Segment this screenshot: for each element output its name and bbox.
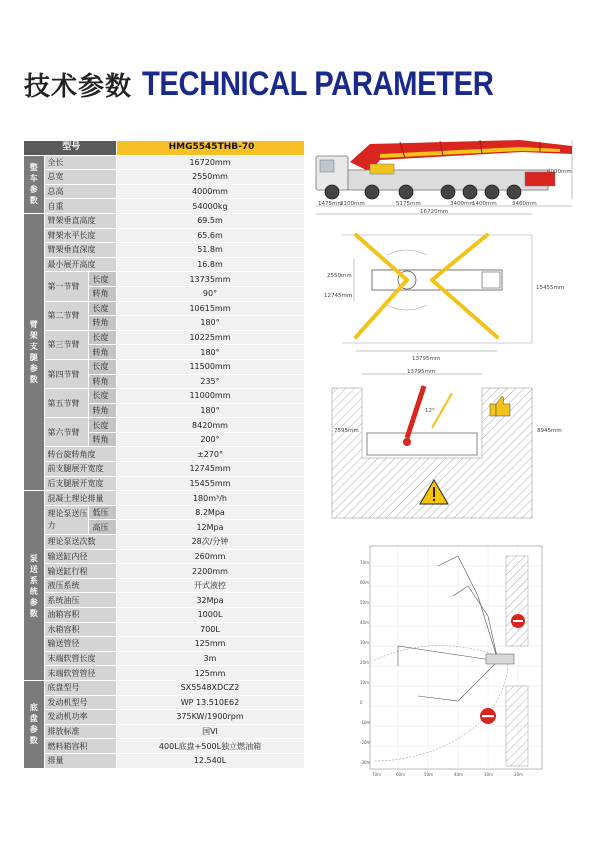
boom-section-length: 13735mm (116, 272, 304, 287)
boom-section-label: 第六节臂 (44, 418, 88, 447)
spec-row (24, 753, 304, 768)
spec-label: 后支腿展开宽度 (44, 476, 116, 491)
spec-label: 发动机功率 (44, 710, 116, 725)
spec-label: 自重 (44, 199, 116, 214)
spec-table (24, 141, 304, 769)
spec-value: 65.6m (116, 228, 304, 243)
high-pressure-value: 12Mpa (116, 520, 304, 535)
spec-row (24, 155, 304, 170)
truck-dim-2: 2100mm (340, 201, 365, 207)
outrigger-rear-width: 15455mm (536, 285, 565, 291)
spec-value: 69.5m (116, 213, 304, 228)
spec-value: 700L (116, 622, 304, 637)
spec-value: 2550mm (116, 170, 304, 185)
spec-label: 系统油压 (44, 593, 116, 608)
group-label-text: 整车参数 (29, 163, 38, 206)
low-pressure-value: 8.2Mpa (116, 505, 304, 520)
length-label: 长度 (88, 389, 116, 404)
truck-dim-5: 1400mm (472, 201, 497, 207)
spec-label: 最小展开高度 (44, 257, 116, 272)
spec-value: 54000kg (116, 199, 304, 214)
boom-section-row (24, 330, 304, 345)
spec-value: 125mm (116, 666, 304, 681)
svg-text:40m: 40m (360, 620, 369, 625)
spec-value: 2200mm (116, 564, 304, 579)
spec-value: ±270° (116, 447, 304, 462)
spec-header-row (24, 141, 304, 155)
page-title (24, 64, 551, 104)
spec-value: 260mm (116, 549, 304, 564)
spec-row (24, 651, 304, 666)
spec-label: 末端软管管径 (44, 666, 116, 681)
svg-text:40m: 40m (454, 772, 463, 777)
svg-text:-30m: -30m (360, 760, 371, 765)
boom-section-angle: 235° (116, 374, 304, 389)
spec-row (24, 491, 304, 506)
spec-value: 51.8m (116, 243, 304, 258)
length-label: 长度 (88, 330, 116, 345)
spec-row (24, 578, 304, 593)
spec-value: 400L底盘+500L独立燃油箱 (116, 739, 304, 754)
spec-row (24, 724, 304, 739)
spec-label: 底盘型号 (44, 680, 116, 695)
spec-label: 燃料箱容积 (44, 739, 116, 754)
spec-row (24, 549, 304, 564)
spec-row (24, 476, 304, 491)
boom-section-row (24, 389, 304, 404)
outrigger-truck-width: 2550mm (327, 273, 352, 279)
length-label: 长度 (88, 301, 116, 316)
boom-section-angle: 180° (116, 345, 304, 360)
spec-row (24, 564, 304, 579)
spec-value: SX5548XDCZ2 (116, 680, 304, 695)
spec-label: 混凝土理论排量 (44, 491, 116, 506)
spec-label: 输送管径 (44, 637, 116, 652)
spec-row (24, 739, 304, 754)
model-label: 型号 (24, 141, 116, 155)
spec-row (24, 608, 304, 623)
group-pump (24, 491, 44, 681)
spec-label: 液压系统 (44, 578, 116, 593)
truck-dim-3: 5175mm (396, 201, 421, 207)
svg-text:-20m: -20m (360, 740, 371, 745)
boom-section-row (24, 418, 304, 433)
spec-value: 180m³/h (116, 491, 304, 506)
boom-section-length: 11500mm (116, 359, 304, 374)
truck-dim-6: 3460mm (512, 201, 537, 207)
svg-text:60m: 60m (360, 580, 369, 585)
spec-value: 12745mm (116, 462, 304, 477)
spec-label: 发动机型号 (44, 695, 116, 710)
title-chinese: 技术参数 (24, 71, 133, 102)
spec-value: 12.540L (116, 753, 304, 768)
boom-section-label: 第四节臂 (44, 359, 88, 388)
slope-left-dim: 7595mm (334, 428, 359, 434)
svg-text:30m: 30m (484, 772, 493, 777)
svg-text:30m: 30m (360, 640, 369, 645)
length-label: 长度 (88, 359, 116, 374)
spec-row (24, 666, 304, 681)
spec-row (24, 680, 304, 695)
angle-label: 转角 (88, 432, 116, 447)
spec-value: 16720mm (116, 155, 304, 170)
spec-value: 28次/分钟 (116, 535, 304, 550)
boom-section-row (24, 301, 304, 316)
svg-text:20m: 20m (360, 660, 369, 665)
spec-value: 16.8m (116, 257, 304, 272)
spec-label: 输送缸内径 (44, 549, 116, 564)
working-range-diagram (358, 536, 558, 779)
group-boom (24, 213, 44, 490)
boom-section-length: 10615mm (116, 301, 304, 316)
spec-label: 全长 (44, 155, 116, 170)
svg-text:50m: 50m (360, 600, 369, 605)
angle-label: 转角 (88, 374, 116, 389)
truck-dim-4: 3400mm (450, 201, 475, 207)
boom-section-row (24, 359, 304, 374)
spec-label: 排量 (44, 753, 116, 768)
spec-label: 总高 (44, 184, 116, 199)
outrigger-top-view (324, 225, 572, 365)
outrigger-span: 13795mm (412, 356, 441, 362)
spec-label: 臂架垂直深度 (44, 243, 116, 258)
pressure-label: 理论泵送压力 (44, 505, 88, 534)
group-label-text: 泵送系统参数 (29, 553, 38, 618)
boom-section-angle: 90° (116, 286, 304, 301)
svg-text:70m: 70m (372, 772, 381, 777)
spec-label: 前支腿展开宽度 (44, 462, 116, 477)
spec-value: 4000mm (116, 184, 304, 199)
group-label-text: 底盘参数 (29, 703, 38, 746)
slope-span: 13795mm (407, 369, 436, 375)
truck-side-view (310, 132, 585, 222)
spec-value: 1000L (116, 608, 304, 623)
truck-total-dim: 16720mm (420, 209, 449, 215)
spec-value: 375KW/1900rpm (116, 710, 304, 725)
angle-label: 转角 (88, 403, 116, 418)
angle-label: 转角 (88, 316, 116, 331)
boom-section-length: 10225mm (116, 330, 304, 345)
spec-label: 理论泵送次数 (44, 535, 116, 550)
spec-label: 油箱容积 (44, 608, 116, 623)
high-pressure-label: 高压 (88, 520, 116, 535)
spec-row (24, 199, 304, 214)
angle-label: 转角 (88, 345, 116, 360)
spec-value: 开式液控 (116, 578, 304, 593)
spec-value: 32Mpa (116, 593, 304, 608)
svg-text:20m: 20m (514, 772, 523, 777)
spec-label: 输送缸行程 (44, 564, 116, 579)
svg-text:0: 0 (360, 700, 363, 705)
spec-row (24, 622, 304, 637)
svg-text:70m: 70m (360, 560, 369, 565)
spec-label: 转台旋转角度 (44, 447, 116, 462)
slope-angle: 12° (425, 408, 435, 414)
svg-text:60m: 60m (396, 772, 405, 777)
spec-label: 水箱容积 (44, 622, 116, 637)
boom-section-angle: 180° (116, 403, 304, 418)
spec-label: 末端软管长度 (44, 651, 116, 666)
boom-section-label: 第三节臂 (44, 330, 88, 359)
no-entry-icon (511, 614, 525, 628)
spec-value: 15455mm (116, 476, 304, 491)
boom-section-row (24, 272, 304, 287)
spec-row (24, 243, 304, 258)
spec-value: WP 13.510E62 (116, 695, 304, 710)
spec-row (24, 462, 304, 477)
spec-label: 总宽 (44, 170, 116, 185)
slope-right-dim: 8945mm (537, 428, 562, 434)
angle-label: 转角 (88, 286, 116, 301)
boom-section-label: 第二节臂 (44, 301, 88, 330)
spec-row (24, 447, 304, 462)
spec-value: 3m (116, 651, 304, 666)
spec-row (24, 184, 304, 199)
low-pressure-label: 低压 (88, 505, 116, 520)
slope-diagram (332, 368, 572, 518)
model-value: HMG5545THB-70 (116, 141, 304, 155)
spec-row (24, 170, 304, 185)
spec-row (24, 593, 304, 608)
spec-row (24, 213, 304, 228)
length-label: 长度 (88, 418, 116, 433)
boom-section-label: 第五节臂 (44, 389, 88, 418)
length-label: 长度 (88, 272, 116, 287)
boom-section-length: 11000mm (116, 389, 304, 404)
outrigger-front-width: 12745mm (324, 293, 353, 299)
boom-section-label: 第一节臂 (44, 272, 88, 301)
truck-dim-1: 1475mm (318, 201, 343, 207)
spec-label: 臂架垂直高度 (44, 213, 116, 228)
group-label-text: 臂架支腿参数 (29, 320, 38, 385)
boom-section-length: 8420mm (116, 418, 304, 433)
spec-row (24, 710, 304, 725)
title-english: TECHNICAL PARAMETER (142, 64, 494, 103)
spec-value: 125mm (116, 637, 304, 652)
boom-section-angle: 200° (116, 432, 304, 447)
svg-text:50m: 50m (424, 772, 433, 777)
no-entry-icon-lower (480, 708, 496, 724)
spec-value: 国VI (116, 724, 304, 739)
group-vehicle (24, 155, 44, 213)
group-chassis (24, 680, 44, 768)
spec-row (24, 535, 304, 550)
boom-section-angle: 180° (116, 316, 304, 331)
svg-text:10m: 10m (360, 680, 369, 685)
spec-row (24, 228, 304, 243)
spec-row (24, 257, 304, 272)
pressure-row (24, 505, 304, 520)
spec-label: 臂架水平长度 (44, 228, 116, 243)
spec-row (24, 637, 304, 652)
spec-label: 排放标准 (44, 724, 116, 739)
spec-row (24, 695, 304, 710)
truck-height-dim: 4000mm (547, 169, 572, 175)
svg-text:-10m: -10m (360, 720, 371, 725)
